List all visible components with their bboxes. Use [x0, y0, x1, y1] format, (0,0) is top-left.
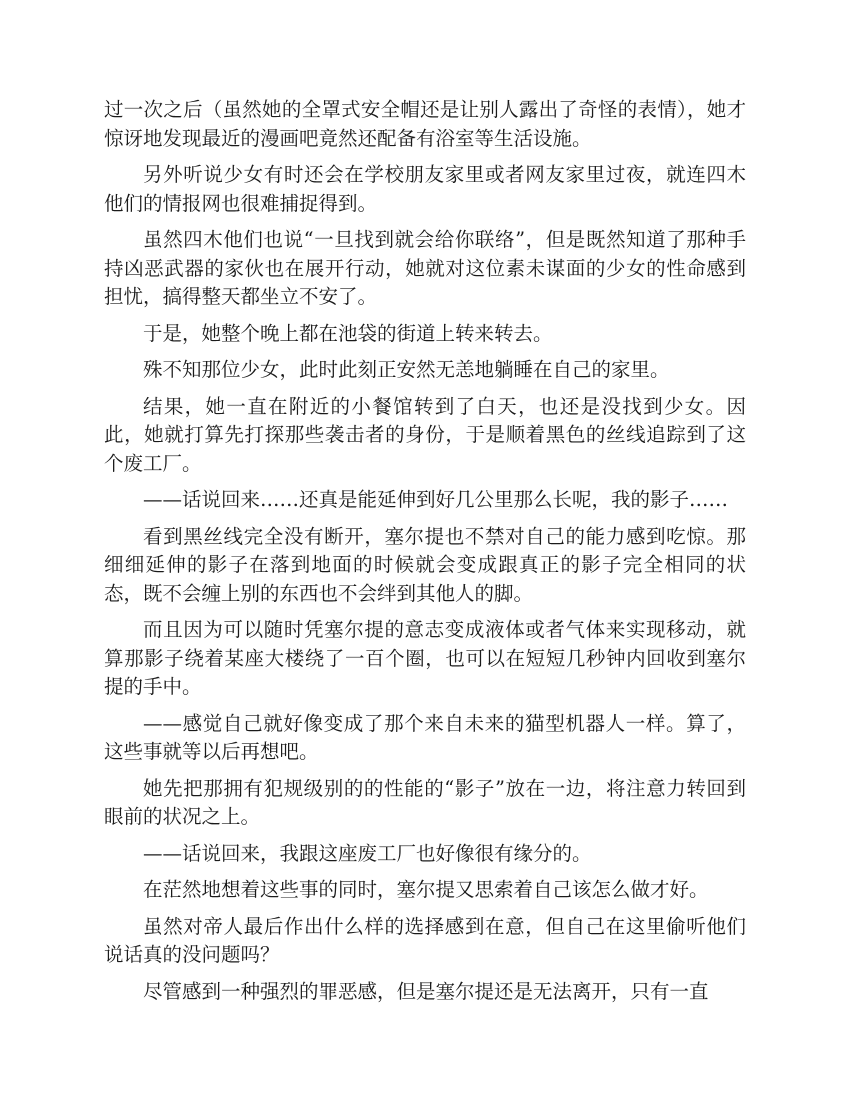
paragraph: 而且因为可以随时凭塞尔提的意志变成液体或者气体来实现移动，就算那影子绕着某座大楼绕了一百个圈，也可以在短短几秒钟内回收到塞尔提的手中。: [104, 618, 746, 698]
paragraph: 尽管感到一种强烈的罪恶感，但是塞尔提还是无法离开，只有一直: [143, 979, 709, 1003]
paragraph: 结果，她一直在附近的小餐馆转到了白天，也还是没找到少女。因此，她就打算先打探那些袭击者的身份，于是顺着黑色的丝线追踪到了这个废工厂。: [104, 394, 746, 475]
document-page: [104, 96, 746, 1014]
paragraph: 殊不知那位少女，此时此刻正安然无恙地躺睡在自己的家里。: [143, 358, 670, 381]
paragraph: 她先把那拥有犯规级别的的性能的“影子”放在一边，将注意力转回到眼前的状况之上。: [104, 776, 746, 828]
paragraph: 过一次之后（虽然她的全罩式安全帽还是让别人露出了奇怪的表情），她才惊讶地发现最近的漫画吧竟然还配备有浴室等生活设施。: [104, 98, 746, 150]
paragraph: ——感觉自己就好像变成了那个来自未来的猫型机器人一样。算了，这些事就等以后再想吧。: [104, 711, 746, 763]
paragraph: 另外听说少女有时还会在学校朋友家里或者网友家里过夜，就连四木他们的情报网也很难捕捉得到。: [104, 163, 746, 215]
paragraph: 在茫然地想着这些事的同时，塞尔提又思索着自己该怎么做才好。: [143, 878, 709, 901]
paragraph: 于是，她整个晚上都在池袋的街道上转来转去。: [143, 321, 553, 345]
paragraph: ——话说回来，我跟这座废工厂也好像很有缘分的。: [143, 841, 592, 865]
paragraph: ——话说回来……还真是能延伸到好几公里那么长呢，我的影子……: [143, 488, 729, 511]
paragraph: 看到黑丝线完全没有断开，塞尔提也不禁对自己的能力感到吃惊。那细细延伸的影子在落到地面的时候就会变成跟真正的影子完全相同的状态，既不会缠上别的东西也不会绊到其他人的脚。: [104, 524, 746, 605]
paragraph: 虽然对帝人最后作出什么样的选择感到在意，但自己在这里偷听他们说话真的没问题吗？: [104, 914, 746, 966]
paragraph: 虽然四木他们也说“一旦找到就会给你联络”，但是既然知道了那种手持凶恶武器的家伙也在展开行动，她就对这位素未谋面的少女的性命感到担忧，搞得整天都坐立不安了。: [104, 228, 746, 308]
